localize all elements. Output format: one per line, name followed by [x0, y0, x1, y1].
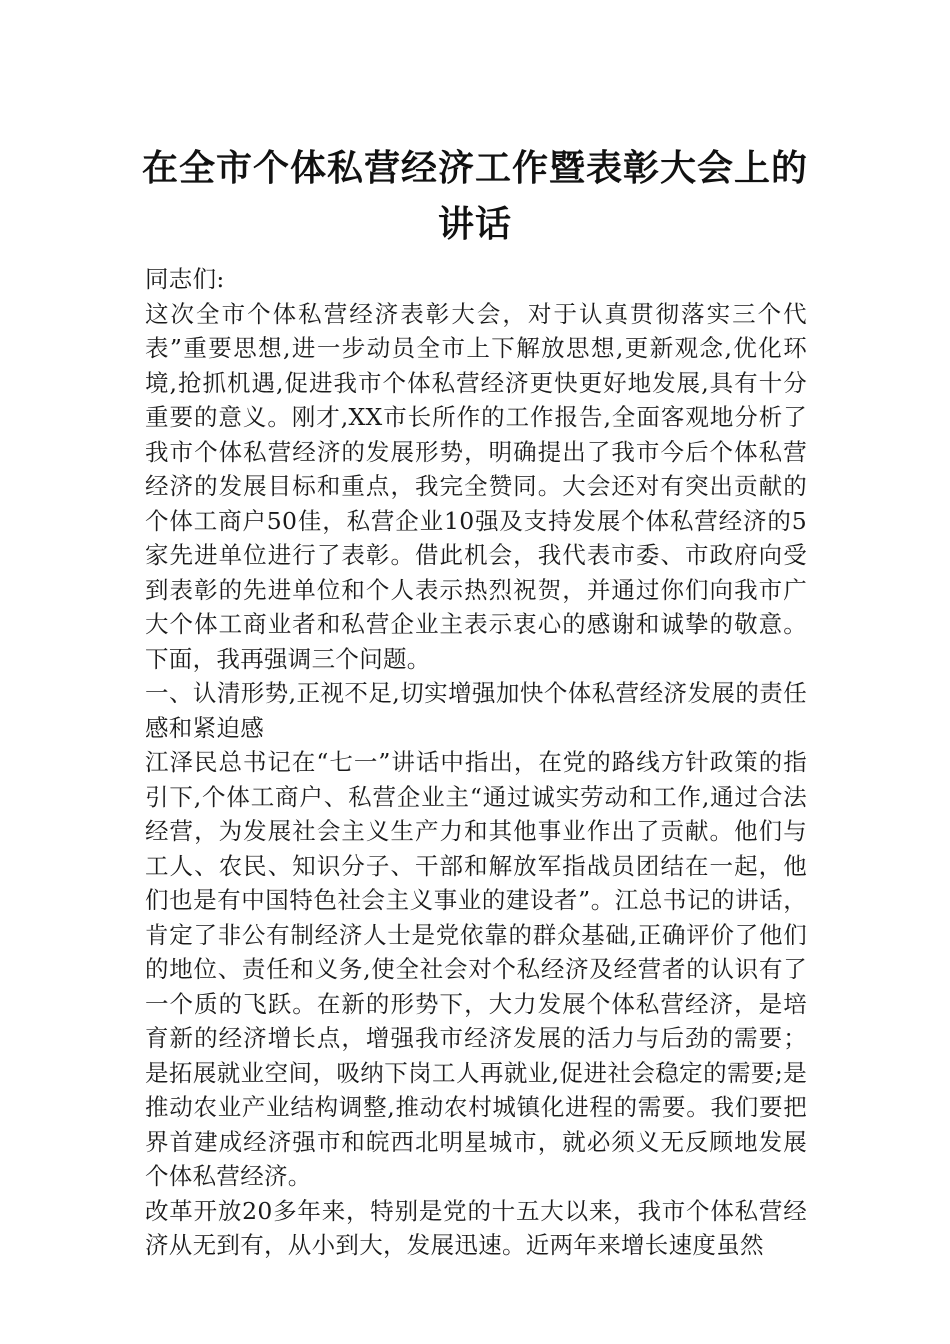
paragraph-speech-quote: 江泽民总书记在“七一”讲话中指出，在党的路线方针政策的指引下,个体工商户、私营企业主“通过诚实劳动和工作,通过合法经营，为发展社会主义生产力和其他事业作出了贡献。他们与工人、农民、知识分子、干部和解放军指战员团结在一起，他们也是有中国特色社会主义事业的建设者”。江总书记的讲话，肯定了非公有制经济人士是党依靠的群众基础,正确评价了他们的地位、责任和义务,使全社会对个私经济及经营者的认识有了一个质的飞跃。在新的形势下，大力发展个体私营经济，是培育新的经济增长点，增强我市经济发展的活力与后劲的需要；是拓展就业空间，吸纳下岗工人再就业,促进社会稳定的需要;是推动农业产业结构调整,推动农村城镇化进程的需要。我们要把界首建成经济强市和皖西北明星城市，就必须义无反顾地发展个体私营经济。 [145, 748, 807, 1190]
section-heading-1: 一、认清形势,正视不足,切实增强加快个体私营经济发展的责任感和紧迫感 [145, 679, 807, 742]
paragraph-reform: 改革开放20多年来，特别是党的十五大以来，我市个体私营经济从无到有，从小到大，发展迅速。近两年来增长速度虽然 [145, 1196, 807, 1259]
document-title: 在全市个体私营经济工作暨表彰大会上的讲话 [141, 147, 808, 245]
paragraph-intro: 这次全市个体私营经济表彰大会，对于认真贯彻落实三个代表”重要思想,进一步动员全市上下解放思想,更新观念,优化环境,抢抓机遇,促进我市个体私营经济更快更好地发展,具有十分重要的意义。刚才,XX市长所作的工作报告,全面客观地分析了我市个体私营经济的发展形势，明确提出了我市今后个体私营经济的发展目标和重点，我完全赞同。大会还对有突出贡献的个体工商户50佳，私营企业10强及支持发展个体私营经济的5家先进单位进行了表彰。借此机会，我代表市委、市政府向受到表彰的先进单位和个人表示热烈祝贺，并通过你们向我市广大个体工商业者和私营企业主表示衷心的感谢和诚挚的敬意。下面，我再强调三个问题。 [145, 299, 807, 673]
salutation: 同志们: [145, 265, 225, 293]
document-body [145, 262, 807, 1263]
